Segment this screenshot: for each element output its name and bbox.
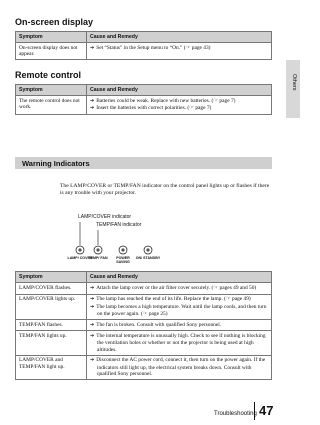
remedy-item: ➔ Batteries could be weak. Replace with new batteries. (☞ page 7) [90,98,268,105]
footer-divider [254,402,255,420]
remedy-cell [87,320,272,331]
remedy-cell [87,355,272,379]
header-symptom: Symptom [16,32,87,43]
table-row [16,331,272,355]
remedy-item: ➔ Set “Status” in the Setup menu to “On.” (☞ page 43) [90,45,268,52]
table-row [16,283,272,294]
table-row [16,294,272,319]
table-row [16,355,272,379]
indicator-led-powersaving-core [121,248,124,251]
table-header-row [16,272,272,283]
symptom-cell: LAMP/COVER lights up. [16,294,87,319]
indicator-led-onstandby-core [146,248,149,251]
section-title-onscreen: On-screen display [15,17,94,27]
header-remedy: Cause and Remedy [87,32,272,43]
section-title-warning: Warning Indicators [22,158,90,168]
indicator-label-onstandby: ON/ STANDBY [135,256,161,260]
section-title-remote: Remote control [15,70,82,80]
header-symptom: Symptom [16,272,87,283]
remedy-item: ➔ Disconnect the AC power cord, connect it, then turn on the power again. If the indicators still light up, the electrical system breaks down. Consult with qualified Sony personnel. [90,357,268,377]
label-lampcover-indicator: LAMP/COVER indicator [78,214,132,220]
remedy-item: ➔ Attach the lamp cover or the air filter cover securely. (☞ pages 49 and 50) [90,285,268,292]
remedy-item: ➔ The lamp becomes a high temperature. Wait until the lamp cools, and then turn on the power again. (☞ page 25) [90,304,268,318]
symptom-cell: LAMP/COVER flashes. [16,283,87,294]
indicator-label-powersaving: POWER SAVING [116,256,130,264]
symptom-cell: LAMP/COVER and TEMP/FAN light up. [16,355,87,379]
side-tab-others [286,60,300,118]
remedy-cell [87,283,272,294]
indicator-label-tempfan: TEMP/ FAN [88,256,108,260]
indicator-led-lampcover-core [78,248,81,251]
warning-table [15,271,272,380]
indicator-label-lampcover: LAMP/ COVER [67,256,93,260]
header-remedy: Cause and Remedy [87,272,272,283]
symptom-cell: TEMP/FAN lights up. [16,331,87,355]
remedy-item: ➔ The fan is broken. Consult with qualified Sony personnel. [90,322,268,329]
side-tab-label: Others [291,74,297,91]
footer-section-label: Troubleshooting [214,411,257,417]
header-symptom: Symptom [16,85,87,96]
remedy-item: ➔ Insert the batteries with correct polarities. (☞ page 7) [90,105,268,112]
header-remedy: Cause and Remedy [87,85,272,96]
warning-paragraph: The LAMP/COVER or TEMP/FAN indicator on the control panel lights up or flashes if there is any trouble with your projector. [60,183,270,196]
table-row [16,320,272,331]
label-tempfan-indicator: TEMP/FAN indicator [96,222,142,228]
indicator-led-tempfan-core [96,248,99,251]
symptom-cell: TEMP/FAN flashes. [16,320,87,331]
remedy-cell [87,331,272,355]
remedy-item: ➔ The internal temperature is unusually high. Check to see if nothing is blocking the ventilation holes or whether or not the projector is being used at high altitudes. [90,333,268,353]
symptom-cell: On-screen display does not appear. [16,43,87,60]
page-number: 47 [259,403,274,418]
remedy-cell [87,294,272,319]
remedy-item: ➔ The lamp has reached the end of its life. Replace the lamp. (☞ page 49) [90,296,268,303]
symptom-cell: The remote control does not work. [16,96,87,115]
